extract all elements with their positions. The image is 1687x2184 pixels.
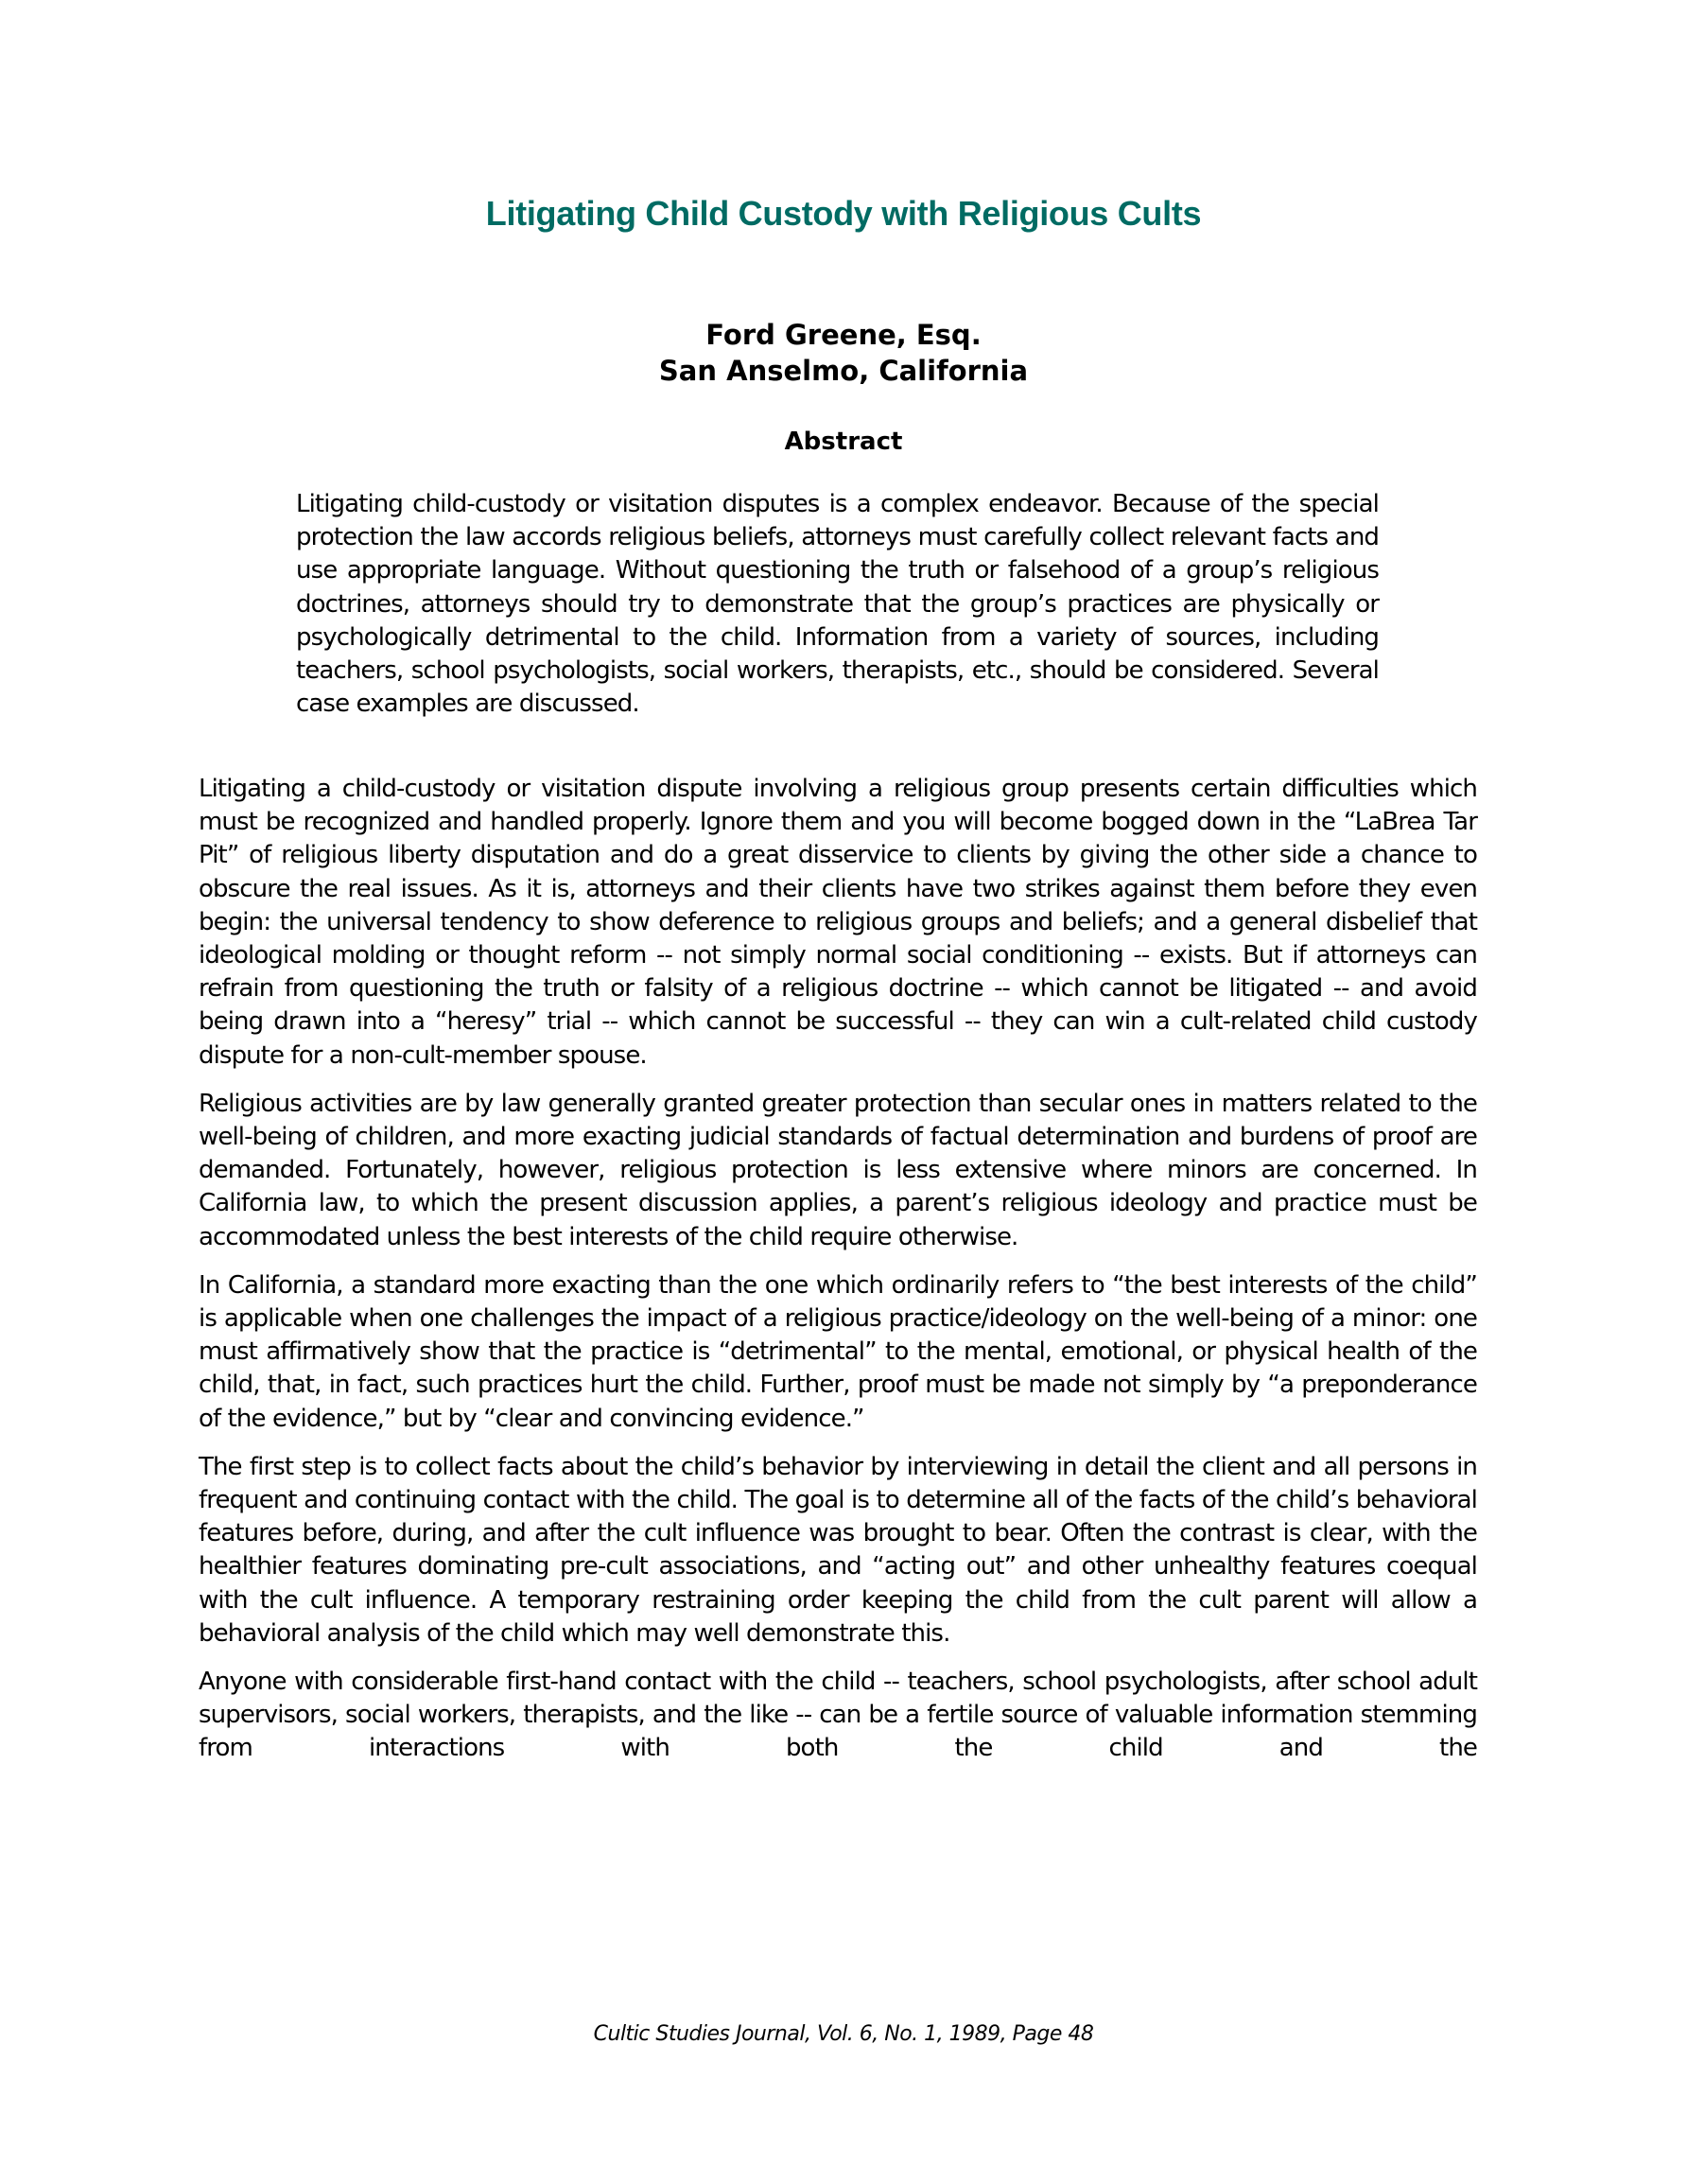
paragraph: Anyone with considerable first-hand contact with the child -- teachers, school psychologists, after school adult supervisors, social workers, therapists, and the like -- can be a fertile source of valuable information stemming from interactions with both the child and the [199, 1668, 1477, 1763]
paragraph: Religious activities are by law generally granted greater protection than secular ones in matters related to the well-being of children, and more exacting judicial standards of factual determination and burdens of proof are demanded. Fortunately, however, religious protection is less extensive where minors are concerned. In California law, to which the present discussion applies, a parent’s religious ideology and practice must be accommodated unless the best interests of the child require otherwise. [199, 1089, 1477, 1251]
abstract-text: Litigating child-custody or visitation disputes is a complex endeavor. Because of the special protection the law accords religious beliefs, attorneys must carefully collect relevant facts and use appropriate language. Without questioning the truth or falsehood of a group’s religious doctrines, attorneys should try to demonstrate that the group’s practices are physically or psychologically detrimental to the child. Information from a variety of sources, including teachers, school psychologists, social workers, therapists, etc., should be considered. Several case examples are discussed. [296, 490, 1379, 719]
paragraph: The first step is to collect facts about the child’s behavior by interviewing in detail the client and all persons in frequent and continuing contact with the child. The goal is to determine all of the facts of the child’s behavioral features before, during, and after the cult influence was brought to bear. Often the contrast is clear, with the healthier features dominating pre-cult associations, and “acting out” and other unhealthy features coequal with the cult influence. A temporary restraining order keeping the child from the cult parent will allow a behavioral analysis of the child which may well demonstrate this. [199, 1452, 1477, 1648]
paragraph: In California, a standard more exacting than the one which ordinarily refers to “the best interests of the child” is applicable when one challenges the impact of a religious practice/ideology on the well-being of a minor: one must affirmatively show that the practice is “detrimental” to the mental, emotional, or physical health of the child, that, in fact, such practices hurt the child. Further, proof must be made not simply by “a preponderance of the evidence,” but by “clear and convincing evidence.” [199, 1270, 1477, 1433]
author-name: Ford Greene, Esq. [705, 319, 982, 351]
author-location: San Anselmo, California [658, 355, 1029, 387]
document-title: Litigating Child Custody with Religious Cults [485, 194, 1202, 233]
page-footer: Cultic Studies Journal, Vol. 6, No. 1, 1989, Page 48 [593, 2022, 1094, 2046]
author-block [0, 317, 1687, 389]
abstract-heading: Abstract [784, 428, 903, 456]
body-text [199, 773, 1477, 1781]
paragraph: Litigating a child-custody or visitation dispute involving a religious group presents certain difficulties which must be recognized and handled properly. Ignore them and you will become bogged down in the “LaBrea Tar Pit” of religious liberty disputation and do a great disservice to clients by giving the other side a chance to obscure the real issues. As it is, attorneys and their clients have two strikes against them before they even begin: the universal tendency to show deference to religious groups and beliefs; and a general disbelief that ideological molding or thought reform -- not simply normal social conditioning -- exists. But if attorneys can refrain from questioning the truth or falsity of a religious doctrine -- which cannot be litigated -- and avoid being drawn into a “heresy” trial -- which cannot be successful -- they can win a cult-related child custody dispute for a non-cult-member spouse. [199, 775, 1477, 1070]
